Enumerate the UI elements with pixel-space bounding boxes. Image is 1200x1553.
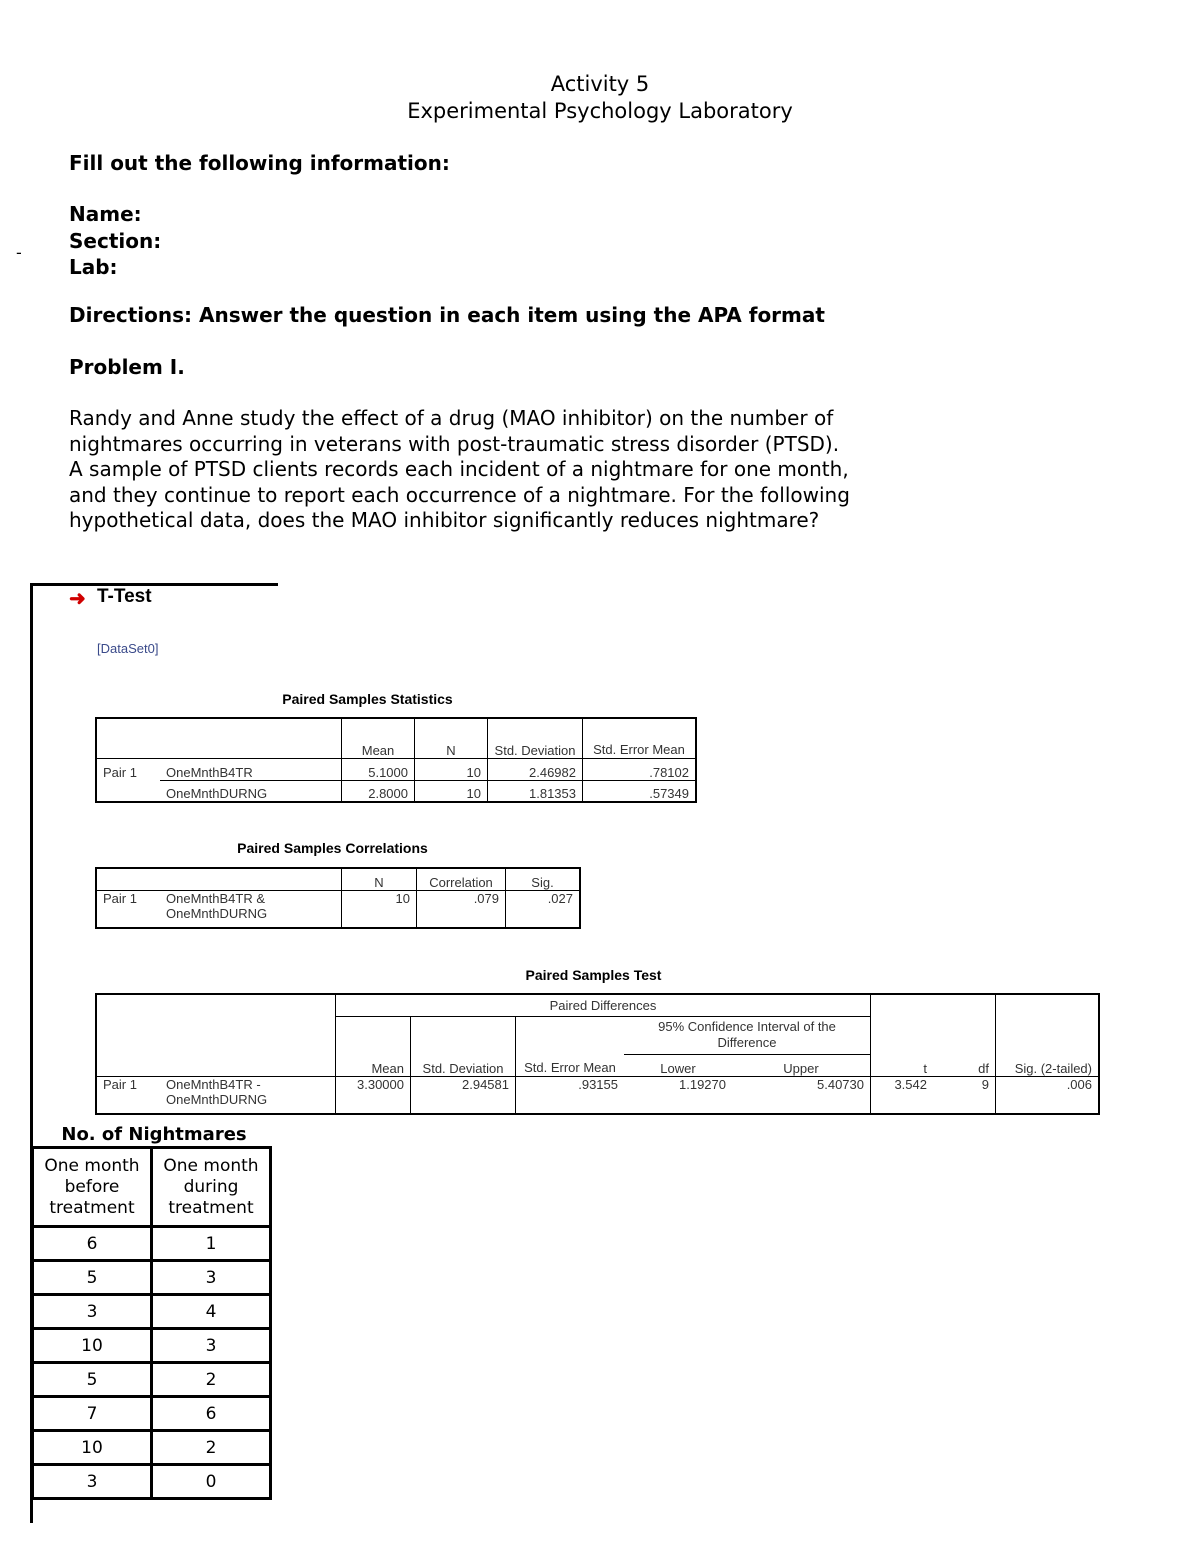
test-header-lower: Lower	[624, 1054, 732, 1076]
nightmares-before-cell: 10	[33, 1431, 152, 1465]
nightmares-during-cell: 4	[152, 1295, 271, 1329]
stray-mark: -	[16, 243, 22, 262]
nightmares-before-cell: 6	[33, 1227, 152, 1261]
corr-var: OneMnthB4TR & OneMnthDURNG	[160, 890, 342, 928]
corr-n: 10	[342, 890, 417, 928]
stats-pair-label: Pair 1	[96, 758, 160, 780]
test-var: OneMnthB4TR - OneMnthDURNG	[160, 1076, 336, 1114]
stats-header-sd: Std. Deviation	[488, 718, 583, 758]
test-blank-header	[96, 994, 336, 1076]
test-group-header: Paired Differences	[336, 994, 871, 1016]
nightmares-during-cell: 1	[152, 1227, 271, 1261]
test-lower: 1.19270	[624, 1076, 732, 1114]
nightmares-during-cell: 6	[152, 1397, 271, 1431]
nightmares-before-cell: 5	[33, 1363, 152, 1397]
test-header-df: df	[933, 994, 996, 1076]
document-subtitle: Experimental Psychology Laboratory	[407, 99, 793, 123]
nightmares-before-cell: 3	[33, 1465, 152, 1499]
name-label: Name:	[69, 202, 142, 226]
nightmares-header-before: One month before treatment	[33, 1148, 152, 1227]
corr-blank-header	[96, 868, 160, 890]
nightmares-during-cell: 2	[152, 1431, 271, 1465]
stats-mean-1: 5.1000	[342, 758, 415, 780]
stats-blank-header-2	[160, 718, 342, 758]
directions: Directions: Answer the question in each item using the APA format	[69, 303, 825, 327]
nightmares-caption: No. of Nightmares	[61, 1124, 247, 1145]
stats-caption: Paired Samples Statistics	[282, 691, 453, 707]
lab-label: Lab:	[69, 255, 118, 279]
outline-top-rule	[30, 583, 278, 586]
stats-blank-header	[96, 718, 160, 758]
stats-sd-1: 2.46982	[488, 758, 583, 780]
corr-header-correlation: Correlation	[417, 868, 506, 890]
corr-blank-header-2	[160, 868, 342, 890]
paired-test-table	[95, 993, 1100, 1115]
nightmares-during-cell: 2	[152, 1363, 271, 1397]
stats-sem-1: .78102	[583, 758, 697, 780]
test-sem: .93155	[516, 1076, 625, 1114]
stats-n-1: 10	[415, 758, 488, 780]
stats-header-n: N	[415, 718, 488, 758]
stats-var-1: OneMnthB4TR	[160, 758, 342, 780]
test-df: 9	[933, 1076, 996, 1114]
test-header-mean: Mean	[336, 1016, 411, 1076]
ttest-title: T-Test	[97, 586, 152, 607]
stats-var-2: OneMnthDURNG	[160, 780, 342, 802]
correlations-caption: Paired Samples Correlations	[237, 840, 428, 856]
test-mean: 3.30000	[336, 1076, 411, 1114]
paired-correlations-table	[95, 867, 581, 929]
nightmares-before-cell: 3	[33, 1295, 152, 1329]
test-sd: 2.94581	[411, 1076, 516, 1114]
nightmares-during-cell: 0	[152, 1465, 271, 1499]
nightmares-during-cell: 3	[152, 1329, 271, 1363]
nightmares-header-during: One month during treatment	[152, 1148, 271, 1227]
test-header-upper: Upper	[732, 1054, 871, 1076]
corr-sig: .027	[506, 890, 581, 928]
corr-pair-label: Pair 1	[96, 890, 160, 928]
nightmares-before-cell: 10	[33, 1329, 152, 1363]
test-header-sig: Sig. (2-tailed)	[996, 994, 1100, 1076]
test-ci-header: 95% Confidence Interval of the Difference	[624, 1016, 871, 1054]
test-upper: 5.40730	[732, 1076, 871, 1114]
problem-heading: Problem I.	[69, 355, 185, 379]
corr-header-sig: Sig.	[506, 868, 581, 890]
dataset-label: [DataSet0]	[97, 641, 159, 656]
test-sig: .006	[996, 1076, 1100, 1114]
test-t: 3.542	[871, 1076, 934, 1114]
test-header-sd: Std. Deviation	[411, 1016, 516, 1076]
test-header-t: t	[871, 994, 934, 1076]
stats-n-2: 10	[415, 780, 488, 802]
arrow-right-icon: ➜	[69, 588, 86, 610]
stats-pair-blank	[96, 780, 160, 802]
section-label: Section:	[69, 229, 162, 253]
test-header-sem: Std. Error Mean	[516, 1016, 625, 1076]
stats-header-sem: Std. Error Mean	[583, 718, 697, 758]
nightmares-before-cell: 5	[33, 1261, 152, 1295]
problem-text: Randy and Anne study the effect of a drug (MAO inhibitor) on the number of nightmares occurring in veterans with post-traumatic stress disorder (PTSD). A sample of PTSD clients records each incident of a nightmare for one month, and they continue to report each occurrence of a nightmare. For the following hypothetical data, does the MAO inhibitor significantly reduces nightmare?	[69, 406, 850, 532]
nightmares-before-cell: 7	[33, 1397, 152, 1431]
stats-sd-2: 1.81353	[488, 780, 583, 802]
stats-mean-2: 2.8000	[342, 780, 415, 802]
nightmares-table	[31, 1146, 272, 1500]
nightmares-during-cell: 3	[152, 1261, 271, 1295]
test-caption: Paired Samples Test	[525, 967, 662, 983]
corr-header-n: N	[342, 868, 417, 890]
corr-correlation: .079	[417, 890, 506, 928]
stats-header-mean: Mean	[342, 718, 415, 758]
stats-sem-2: .57349	[583, 780, 697, 802]
form-instruction: Fill out the following information:	[69, 151, 450, 175]
document-title: Activity 5	[550, 72, 650, 96]
paired-stats-table	[95, 717, 697, 803]
test-pair-label: Pair 1	[96, 1076, 160, 1114]
